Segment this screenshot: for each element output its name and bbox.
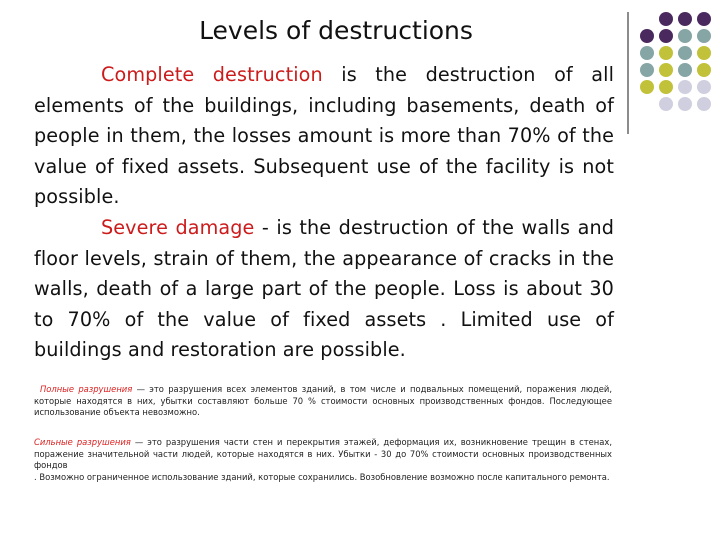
decorative-dot bbox=[678, 29, 692, 43]
slide-title: Levels of destructions bbox=[199, 16, 473, 45]
ru-definition-severe-cont: . Возможно ограниченное использование зданий, которые сохранились. Возобновление возможно после капитального ремонта. bbox=[34, 472, 610, 483]
decorative-dot bbox=[659, 46, 673, 60]
russian-note-complete bbox=[34, 384, 612, 419]
decorative-dot bbox=[678, 12, 692, 26]
decorative-dot bbox=[640, 46, 654, 60]
term-complete-destruction: Complete destruction bbox=[101, 63, 323, 86]
divider-line bbox=[627, 12, 629, 134]
ru-definition-complete: — это разрушения всех элементов зданий, в том числе и подвальных помещений, поражения людей, которые находятся в них, убытки составляют больше 70 % стоимости основных производственных фондов. Последующее использование объекта невозможно. bbox=[34, 384, 613, 418]
decorative-dot bbox=[697, 80, 711, 94]
paragraph-severe-damage bbox=[34, 213, 614, 366]
decorative-dot bbox=[697, 63, 711, 77]
decorative-dot bbox=[659, 97, 673, 111]
decorative-dot bbox=[659, 12, 673, 26]
russian-note-severe bbox=[34, 437, 612, 484]
ru-definition-severe: — это разрушения части стен и перекрытия этажей, деформация их, возникновение трещин в стенах, поражение значительной части людей, которые находятся в них. Убытки - 30 до 70% стоимости основных производственных фондов bbox=[34, 437, 613, 471]
decorative-dot bbox=[659, 29, 673, 43]
decorative-dot bbox=[640, 80, 654, 94]
main-text bbox=[34, 60, 614, 366]
decorative-dot bbox=[659, 63, 673, 77]
decorative-dot bbox=[697, 97, 711, 111]
term-severe-damage: Severe damage bbox=[101, 215, 255, 239]
decorative-dot bbox=[678, 46, 692, 60]
decorative-dot bbox=[697, 12, 711, 26]
decorative-dot bbox=[697, 29, 711, 43]
decorative-dot bbox=[678, 97, 692, 111]
definition-severe-damage: - is the destruction of the walls and floor levels, strain of them, the appearance of cracks in the walls, death of a large part of the people. Loss is about 30 to 70% of the value of fixed assets . Limited use of buildings and restoration are possible. bbox=[34, 215, 615, 362]
definition-complete-destruction: is the destruction of all elements of the buildings, including basements, death of people in them, the losses amount is more than 70% of the value of fixed assets. Subsequent use of the facility is not possible. bbox=[34, 63, 614, 209]
decorative-dot bbox=[640, 29, 654, 43]
decorative-dot bbox=[659, 80, 673, 94]
decorative-dot bbox=[697, 46, 711, 60]
decorative-dot bbox=[640, 63, 654, 77]
decorative-dot bbox=[678, 80, 692, 94]
paragraph-complete-destruction bbox=[34, 60, 614, 213]
ru-term-severe: Сильные разрушения bbox=[34, 437, 131, 447]
decorative-dot bbox=[678, 63, 692, 77]
decorative-dot-grid bbox=[640, 12, 720, 136]
ru-term-complete: Полные разрушения bbox=[40, 384, 133, 394]
